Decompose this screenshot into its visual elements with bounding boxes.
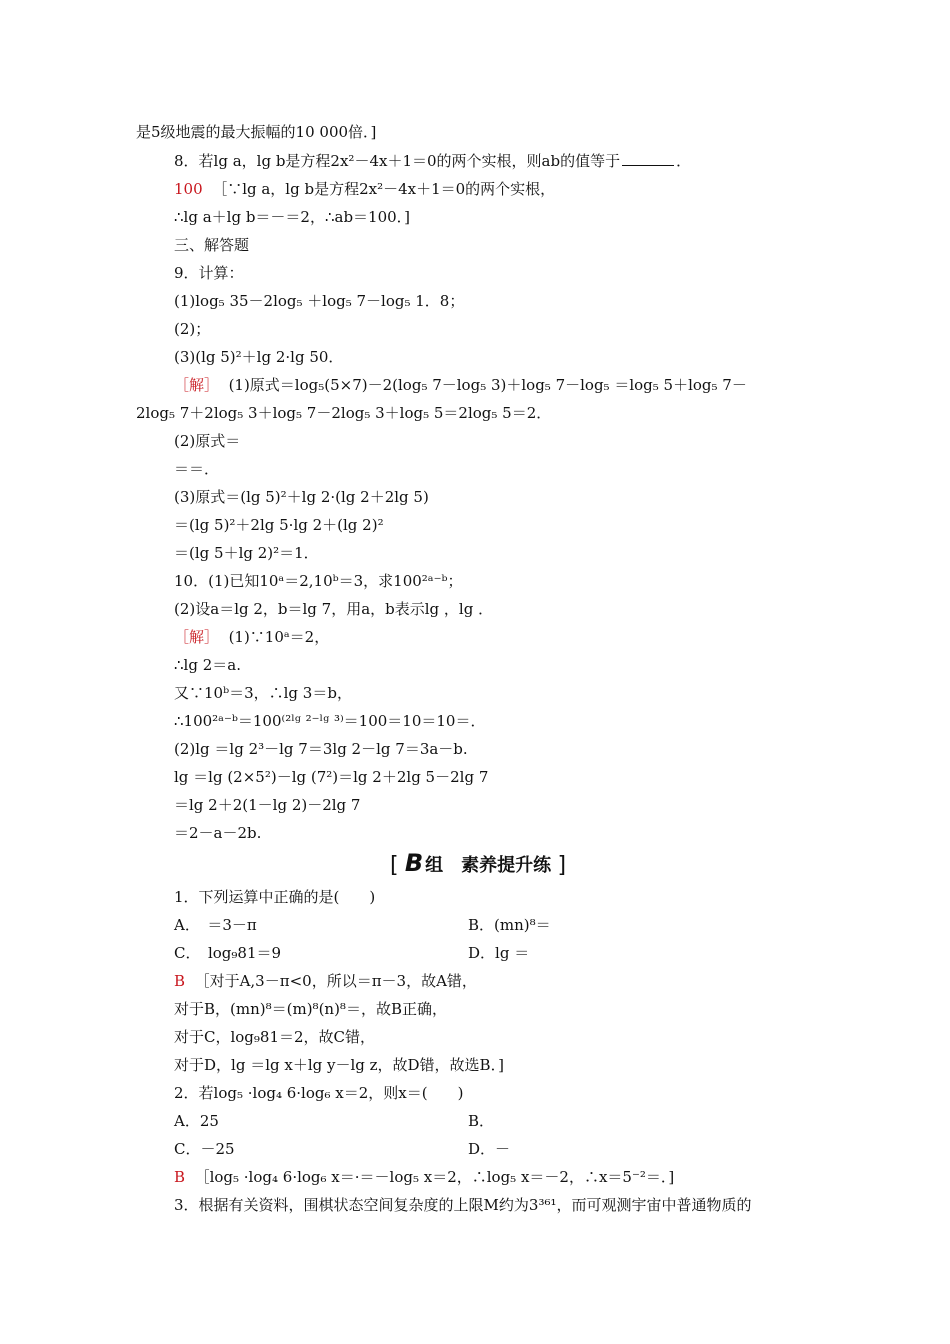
text-line: ＝(lg 5)²＋2lg 5·lg 2＋(lg 2)² [174, 516, 384, 534]
section-letter: B [404, 849, 424, 877]
answer-value: 100 [174, 180, 203, 198]
text-line: 对于B，(mn)⁸＝(m)⁸(n)⁸＝，故B正确， [174, 1000, 447, 1018]
text-line: (2)设a＝lg 2，b＝lg 7，用a，b表示lg ，lg ． [174, 600, 494, 618]
text-line: (2)原式＝ [174, 432, 241, 450]
option-b: B．(mn)⁸＝ [468, 916, 551, 934]
text-line: 对于C，log₉81＝2，故C错， [174, 1028, 376, 1046]
option-a: A． ＝3－π [174, 916, 257, 934]
solution-label: ［解］ [174, 376, 220, 394]
text-line: ＝2－a－2b. [174, 824, 262, 842]
text-line: ＝＝． [174, 460, 220, 478]
text-line: 是5级地震的最大振幅的10 000倍．] [136, 123, 377, 141]
text-line: 又∵10ᵇ＝3，∴lg 3＝b， [174, 684, 352, 702]
text-line: (3)原式＝(lg 5)²＋lg 2·(lg 2＋2lg 5) [174, 488, 429, 506]
question-b3: 3．根据有关资料，围棋状态空间复杂度的上限M约为3³⁶¹，而可观测宇宙中普通物质的 [174, 1196, 752, 1214]
text-line: lg ＝lg (2×5²)－lg (7²)＝lg 2＋2lg 5－2lg 7 [174, 768, 489, 786]
option-d: D．lg ＝ [468, 944, 530, 962]
answer-b2 [174, 1167, 674, 1187]
solution-9 [174, 375, 747, 395]
text-line: 对于D，lg ＝lg x＋lg y－lg z，故D错，故选B．] [174, 1056, 504, 1074]
answer-8 [174, 179, 555, 199]
answer-text: ［∵lg a，lg b是方程2x²－4x＋1＝0的两个实根， [212, 180, 556, 198]
solution-text: (1)∵10ᵃ＝2， [228, 628, 330, 646]
option-d: D．－ [468, 1140, 511, 1158]
answer-value: B [174, 1168, 186, 1186]
solution-10 [174, 627, 329, 647]
option-b: B． [468, 1112, 495, 1130]
option-c: C．－25 [174, 1140, 235, 1158]
answer-text: ［对于A,3－π<0，所以＝π－3，故A错， [194, 972, 477, 990]
question-9: 9．计算： [174, 264, 244, 282]
text-line: 2log₅ 7＋2log₅ 3＋log₅ 7－2log₅ 3＋log₅ 5＝2log₅ 5＝2． [136, 404, 552, 422]
text-line: ∴100²ᵃ⁻ᵇ＝100⁽²ˡᵍ ²⁻ˡᵍ ³⁾＝100＝10＝10＝． [174, 712, 486, 730]
question-8 [174, 151, 691, 171]
section-heading: 三、解答题 [174, 236, 250, 254]
question-b2: 2．若log₅ ·log₄ 6·log₆ x＝2，则x＝( ) [174, 1084, 464, 1102]
answer-text: ［log₅ ·log₄ 6·log₆ x＝·＝－log₅ x＝2，∴log₅ x＝－2，∴x＝5⁻²＝．] [194, 1168, 675, 1186]
solution-label: ［解］ [174, 628, 220, 646]
text-line: ∴lg a＋lg b＝－＝2，∴ab＝100．] [174, 208, 411, 226]
text-line: (1)log₅ 35－2log₅ ＋log₅ 7－log₅ 1．8； [174, 292, 465, 310]
text-line: (3)(lg 5)²＋lg 2·lg 50． [174, 348, 344, 366]
question-b1: 1．下列运算中正确的是( ) [174, 888, 376, 906]
section-bracket-left: [ [390, 853, 399, 878]
option-c: C． log₉81＝9 [174, 944, 282, 962]
text-line: (2)lg ＝lg 2³－lg 7＝3lg 2－lg 7＝3a－b. [174, 740, 468, 758]
section-label: 组 素养提升练 [425, 855, 552, 876]
question-text: 8．若lg a，lg b是方程2x²－4x＋1＝0的两个实根，则ab的值等于 [174, 152, 621, 170]
answer-value: B [174, 972, 186, 990]
text-line: ∴lg 2＝a. [174, 656, 241, 674]
option-a: A．25 [174, 1112, 219, 1130]
question-10: 10．(1)已知10ᵃ＝2,10ᵇ＝3，求100²ᵃ⁻ᵇ； [174, 572, 463, 590]
text-line: (2)； [174, 320, 211, 338]
answer-blank [622, 151, 674, 166]
section-title [390, 849, 566, 878]
text-line: ＝lg 2＋2(1－lg 2)－2lg 7 [174, 796, 361, 814]
answer-b1 [174, 971, 477, 991]
text-line: ＝(lg 5＋lg 2)²＝1． [174, 544, 319, 562]
solution-text: (1)原式＝log₅(5×7)－2(log₅ 7－log₅ 3)＋log₅ 7－log₅ ＝log₅ 5＋log₅ 7－ [228, 376, 747, 394]
section-bracket-right: ] [557, 853, 567, 878]
question-text-tail: ． [676, 152, 692, 170]
